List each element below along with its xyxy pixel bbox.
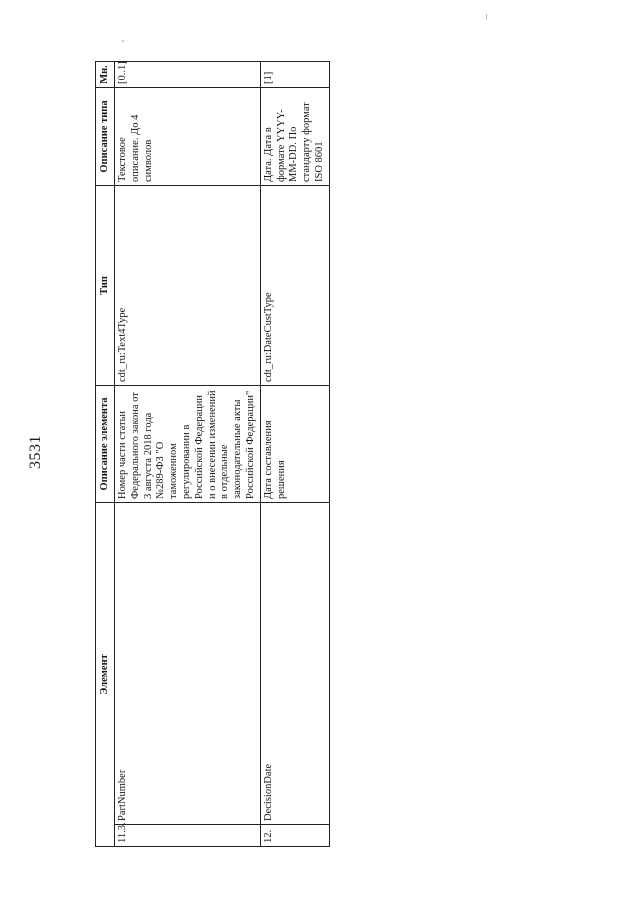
header-type: Тип	[96, 186, 115, 386]
scan-speck	[486, 14, 487, 20]
multiplicity: [1]	[260, 62, 329, 88]
type-description: Дата. Дата в формате YYYY-MM-DD. По стандарту формат ISO 8601	[260, 88, 329, 186]
row-number: 12.	[260, 825, 329, 847]
element-name: DecisionDate	[260, 503, 329, 825]
element-type: cdt_ru:DateCustType	[260, 186, 329, 386]
table-row	[260, 62, 329, 847]
header-type-description: Описание типа	[96, 88, 115, 186]
header-element-description: Описание элемента	[96, 386, 115, 503]
table-row	[115, 62, 261, 847]
element-description: Номер части статьи Федерального закона от 3 августа 2018 года №289-ФЗ "О таможенном регулировании в Российской Федерации и о внесении изменений в отдельные законодательные акты Российской Федерации"	[115, 386, 261, 503]
type-description: Текстовое описание. До 4 символов	[115, 88, 261, 186]
row-number: 11.3.	[115, 825, 261, 847]
elements-table	[95, 61, 330, 847]
element-name: PartNumber	[115, 503, 261, 825]
header-element: Элемент	[96, 503, 115, 847]
element-description: Дата составления решения	[260, 386, 329, 503]
elements-table-rotated	[95, 61, 325, 847]
scan-speck	[122, 40, 124, 42]
header-multiplicity: Мн.	[96, 62, 115, 88]
table-header-row	[96, 62, 115, 847]
element-type: cdt_ru:Text4Type	[115, 186, 261, 386]
page-number: 3531	[27, 435, 44, 469]
multiplicity: [0..1]	[115, 62, 261, 88]
